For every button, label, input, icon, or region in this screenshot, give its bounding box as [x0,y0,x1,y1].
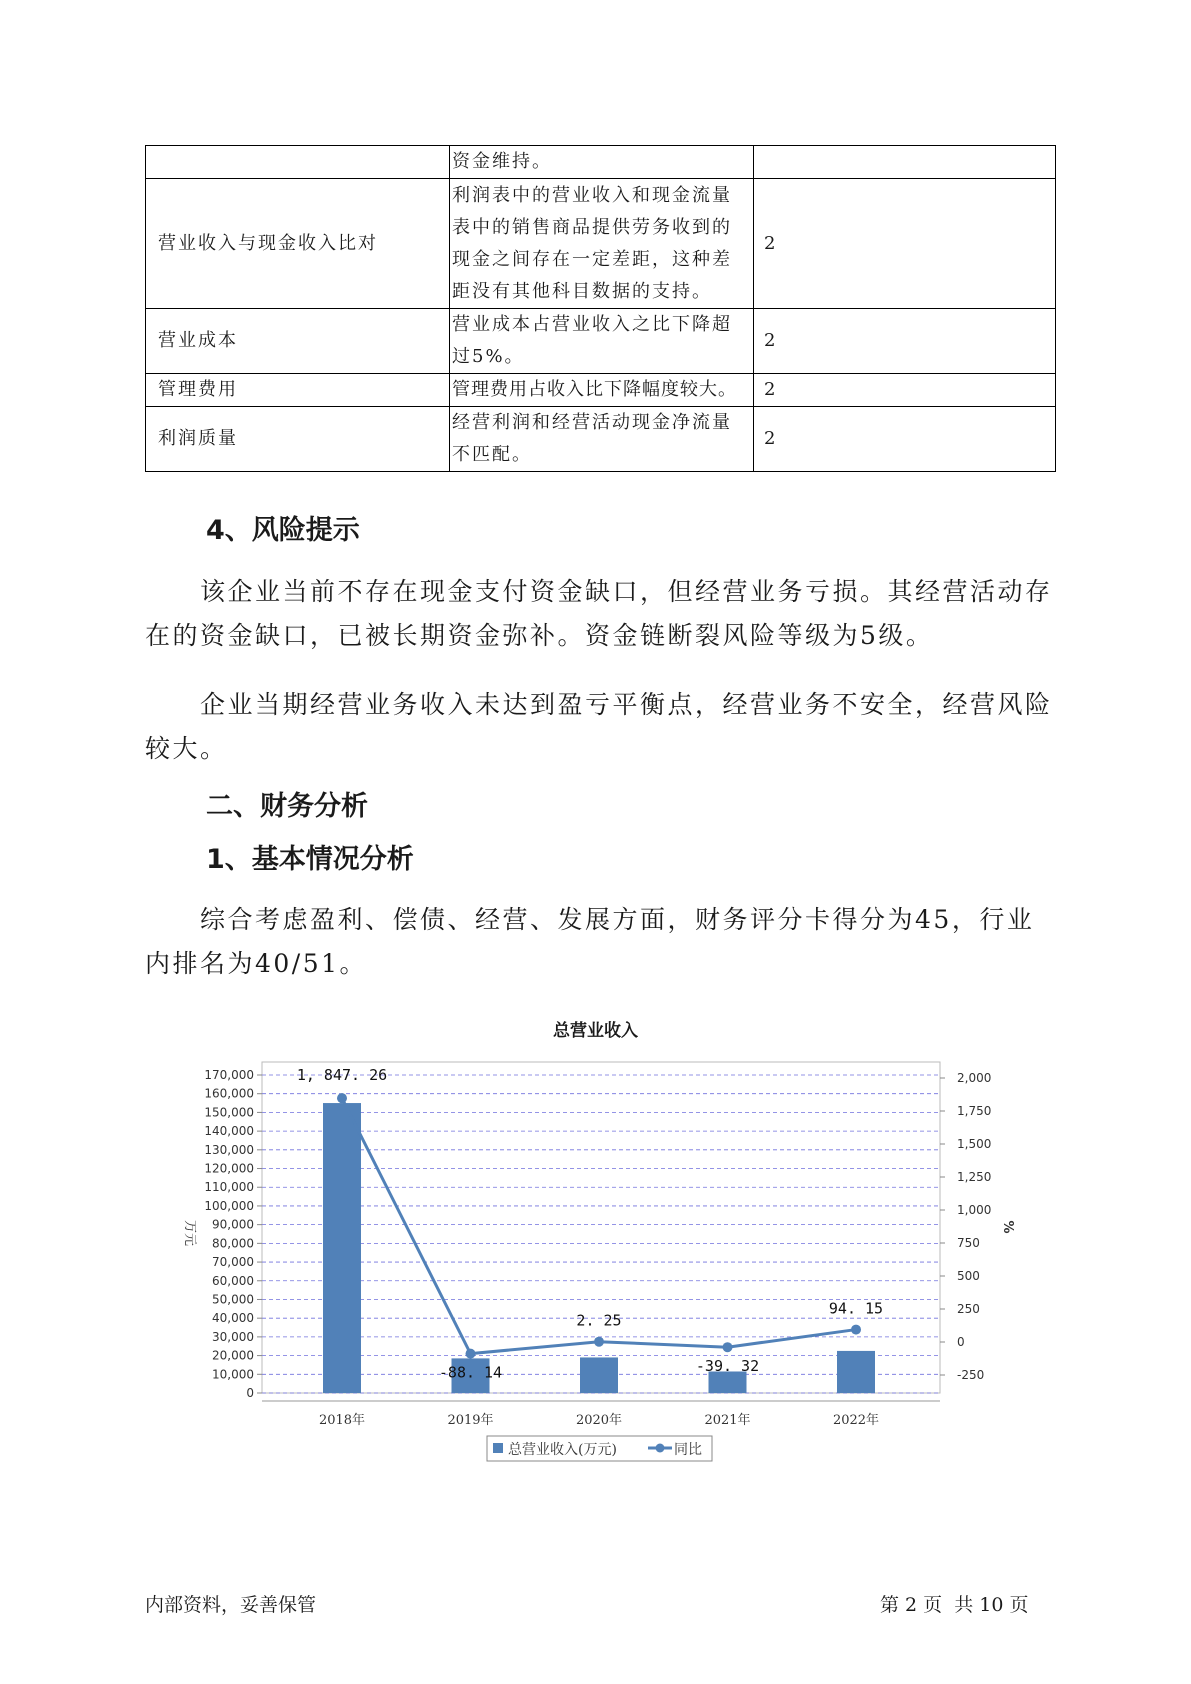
y-axis-label: 万元 [182,1219,197,1247]
chart-title: 总营业收入 [553,1021,638,1041]
legend-line-marker [656,1444,665,1453]
y-tick-label: 50,000 [212,1292,254,1307]
yoy-point-2 [466,1349,476,1359]
y-tick-label: 20,000 [212,1348,254,1363]
x-tick-label: 2019年 [447,1413,494,1428]
y-tick-label: 90,000 [212,1217,254,1232]
table-cell-desc: 管理费用占收入比下降幅度较大。 [450,374,754,407]
y-tick-label: 150,000 [204,1105,254,1120]
y2-tick-label: 0 [957,1335,965,1349]
x-tick-label: 2021年 [704,1413,751,1428]
table-cell-desc: 利润表中的营业收入和现金流量表中的销售商品提供劳务收到的现金之间存在一定差距，这种差距没有其他科目数据的支持。 [450,179,754,309]
legend-bar-swatch [493,1443,503,1453]
risk-paragraph-2: 企业当期经营业务收入未达到盈亏平衡点，经营业务不安全，经营风险较大。 [145,690,1053,763]
table-cell-desc: 资金维持。 [450,146,754,179]
table-cell-score: 2 [754,179,1056,309]
legend-line-label: 同比 [674,1442,702,1458]
y2-tick-label: 1,750 [957,1104,992,1118]
y-tick-label: 10,000 [212,1367,254,1382]
bar-1 [323,1103,361,1393]
section-heading-risk: 4、风险提示 [206,515,360,546]
table-cell-score: 2 [754,407,1056,472]
yoy-point-5 [851,1325,861,1335]
y-tick-label: 30,000 [212,1329,254,1344]
y-tick-label: 160,000 [204,1086,254,1101]
y-tick-label: 80,000 [212,1236,254,1251]
y2-tick-label: 1,250 [957,1170,992,1184]
y2-tick-label: 750 [957,1236,980,1250]
y-tick-label: 130,000 [204,1142,254,1157]
table-cell-item: 利润质量 [146,407,450,472]
yoy-data-label: 2. 25 [576,1311,622,1330]
x-tick-label: 2022年 [832,1413,880,1428]
yoy-point-3 [594,1337,604,1347]
bar-5 [837,1351,875,1393]
finance-paragraph: 综合考虑盈利、偿债、经营、发展方面，财务评分卡得分为45，行业内排名为40/51。 [145,905,1035,978]
subsection-heading-basic: 1、基本情况分析 [206,844,414,875]
y2-tick-label: 500 [957,1269,980,1283]
yoy-point-1 [337,1093,347,1103]
y2-axis-label: % [1000,1220,1015,1234]
x-tick-label: 2018年 [318,1413,366,1428]
footer-page-number: 第 2 页 共 10 页 [880,1594,1029,1616]
risk-paragraph-1: 该企业当前不存在现金支付资金缺口，但经营业务亏损。其经营活动存在的资金缺口，已被长期资金弥补。资金链断裂风险等级为5级。 [145,577,1053,650]
footer-confidential: 内部资料，妥善保管 [145,1594,317,1616]
table-cell-desc: 营业成本占营业收入之比下降超过5%。 [450,309,754,374]
y-tick-label: 0 [246,1386,254,1400]
y2-tick-label: 2,000 [957,1071,992,1085]
y-tick-label: 170,000 [204,1068,254,1082]
legend-bar-label: 总营业收入(万元) [508,1442,617,1458]
y-tick-label: 140,000 [204,1124,254,1139]
y-tick-label: 60,000 [212,1273,254,1288]
table-cell-score: 2 [754,309,1056,374]
y-tick-label: 120,000 [204,1161,254,1176]
y2-tick-label: 250 [957,1302,980,1316]
y-tick-label: 110,000 [204,1180,254,1195]
yoy-data-label: 94. 15 [828,1299,884,1318]
y-tick-label: 40,000 [212,1311,254,1326]
yoy-data-label: 1, 847. 26 [296,1066,388,1085]
table-cell-item: 管理费用 [146,374,450,407]
table-cell-score: 2 [754,374,1056,407]
yoy-point-4 [723,1342,733,1352]
y2-tick-label: -250 [957,1368,985,1382]
table-cell-item: 营业收入与现金收入比对 [146,179,450,309]
section-heading-finance: 二、财务分析 [206,791,368,822]
x-tick-label: 2020年 [575,1413,623,1428]
table-cell-item: 营业成本 [146,309,450,374]
table-cell-desc: 经营利润和经营活动现金净流量不匹配。 [450,407,754,472]
bar-3 [580,1357,618,1393]
y2-tick-label: 1,000 [957,1203,992,1217]
y-tick-label: 100,000 [204,1198,254,1213]
y-tick-label: 70,000 [212,1255,254,1270]
yoy-data-label: -39. 32 [695,1357,760,1376]
yoy-data-label: -88. 14 [438,1363,503,1382]
y2-tick-label: 1,500 [957,1137,992,1151]
